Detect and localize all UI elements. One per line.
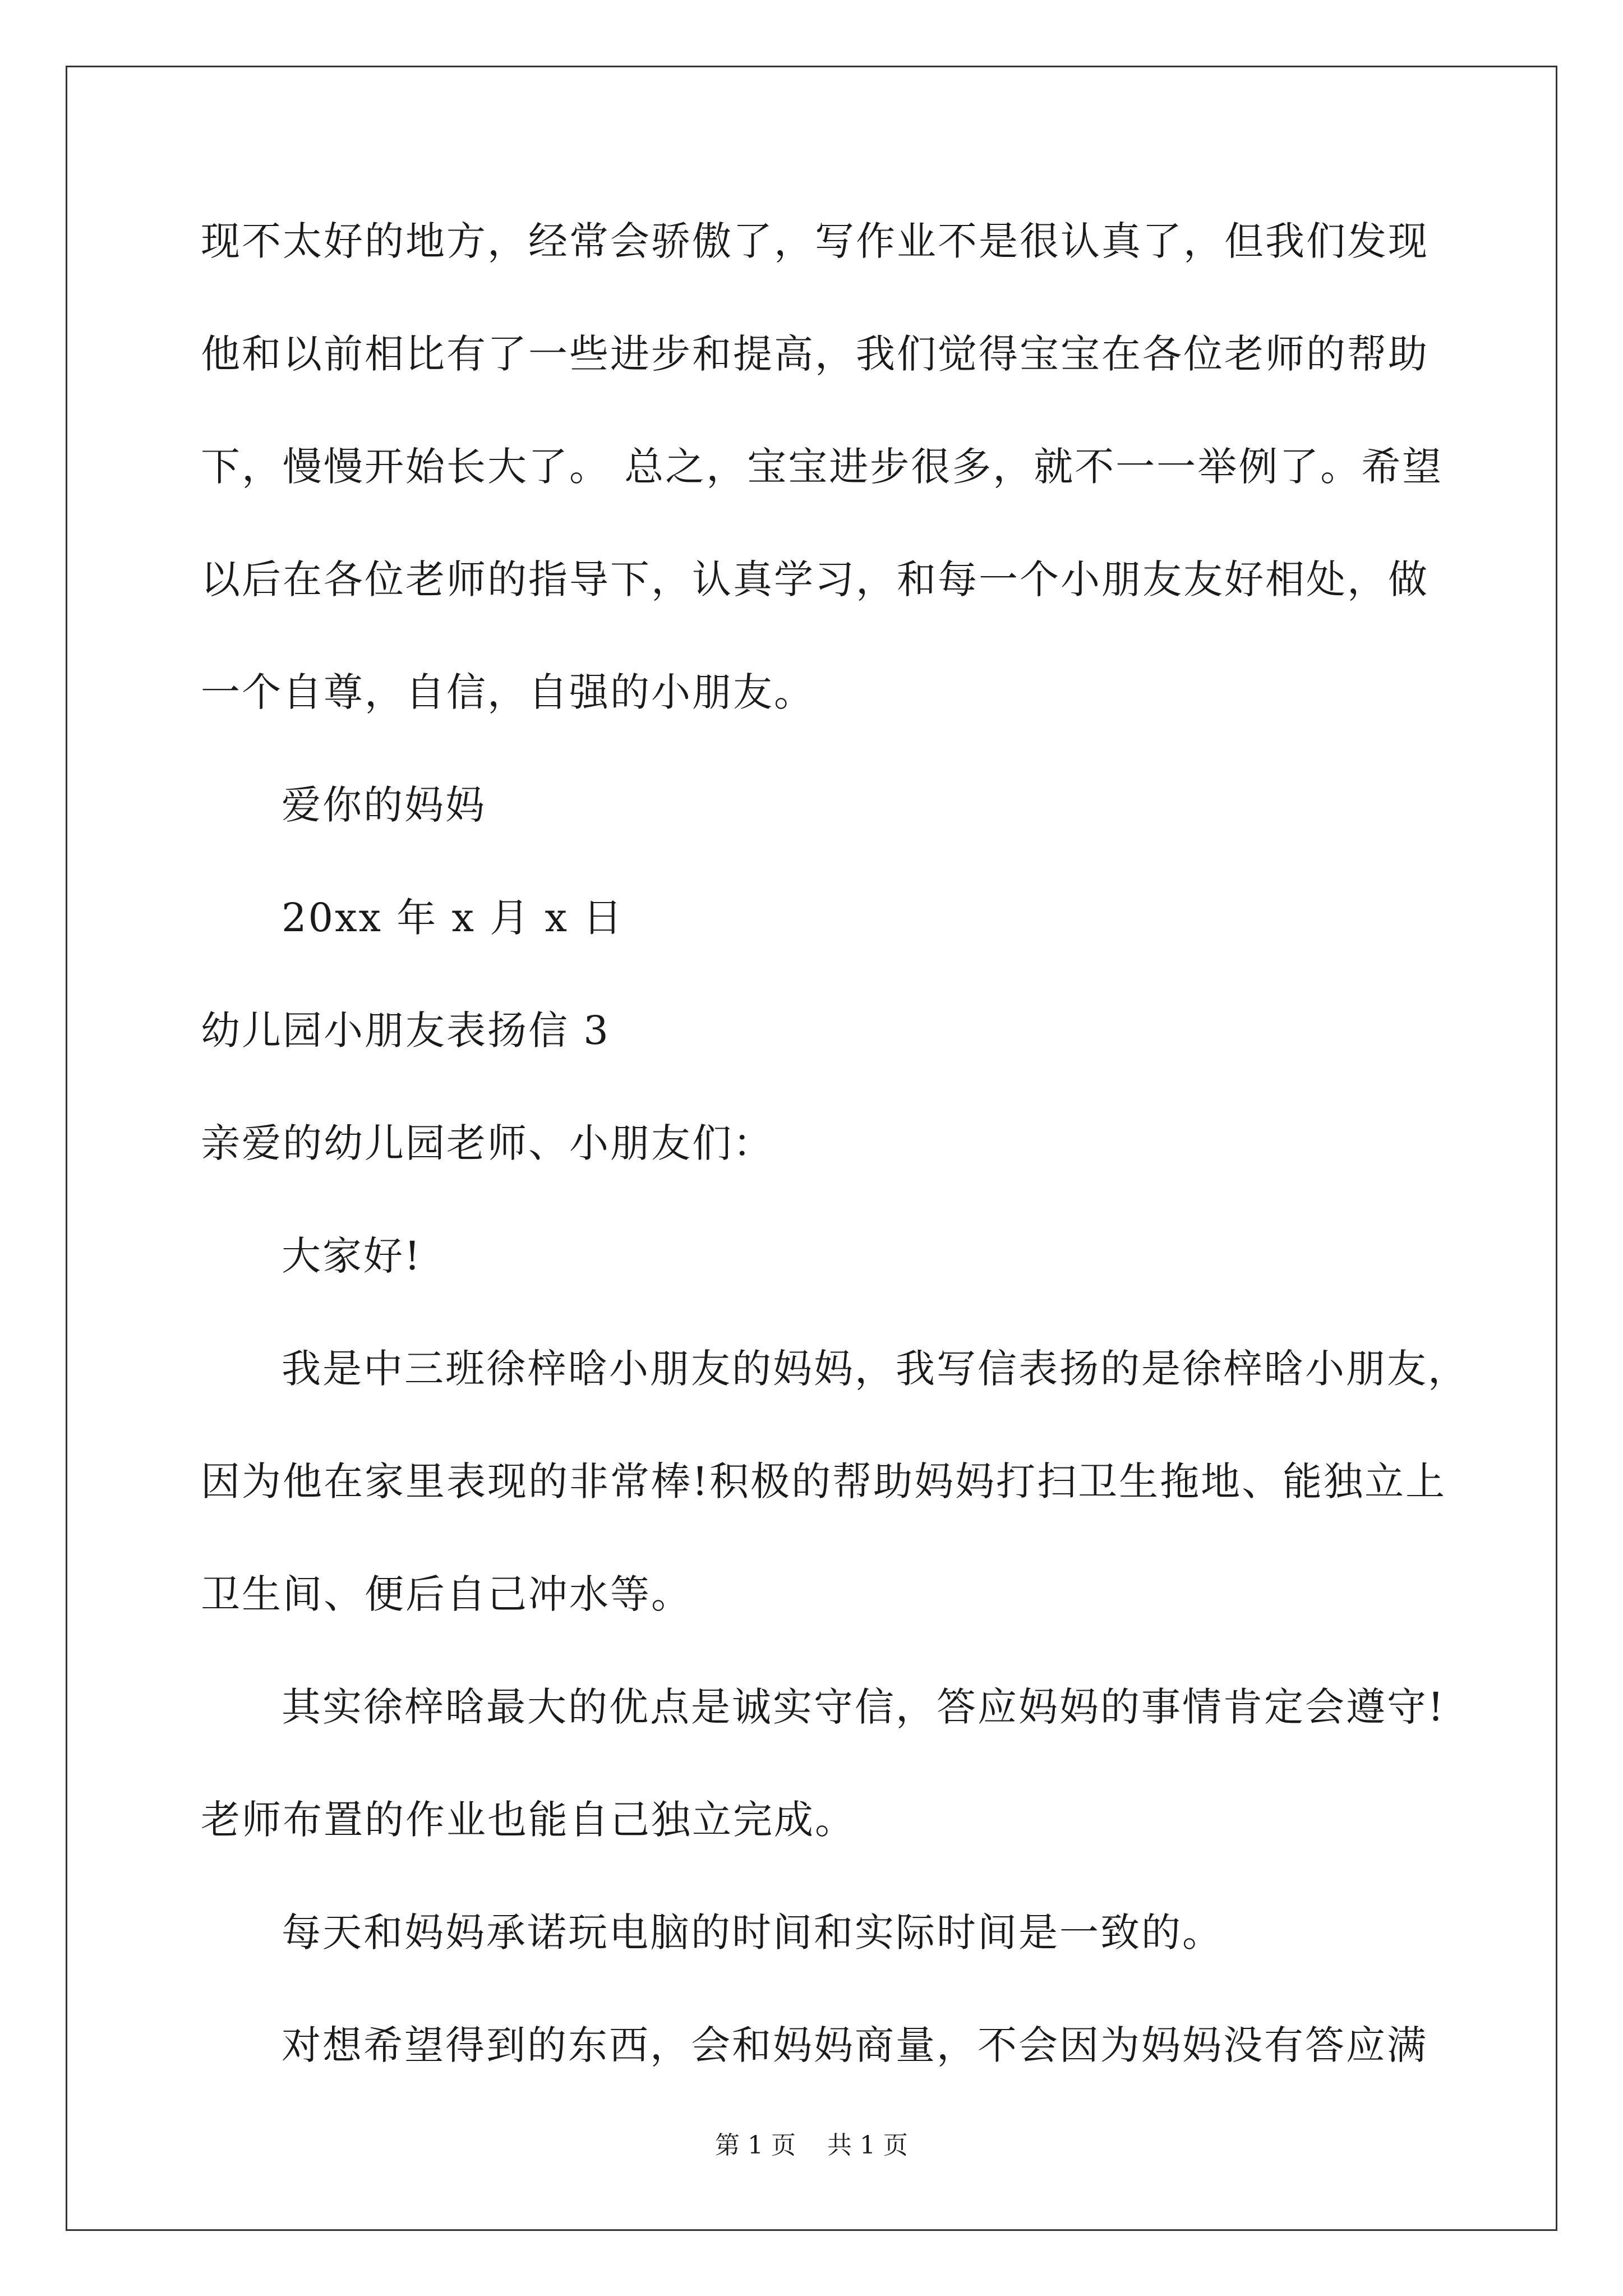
- page-total: 共 1 页: [827, 2131, 908, 2160]
- text-line: 因为他在家里表现的非常棒!积极的帮助妈妈打扫卫生拖地、能独立上: [201, 1458, 1447, 1504]
- text-line: 他和以前相比有了一些进步和提高，我们觉得宝宝在各位老师的帮助: [201, 331, 1429, 377]
- text-line: 以后在各位老师的指导下，认真学习，和每一个小朋友友好相处，做: [201, 556, 1429, 602]
- text-line: 卫生间、便后自己冲水等。: [201, 1571, 692, 1617]
- document-body: [201, 218, 1469, 2138]
- text-line: 现不太好的地方，经常会骄傲了，写作业不是很认真了，但我们发现: [201, 218, 1429, 264]
- text-line: 对想希望得到的东西，会和妈妈商量，不会因为妈妈没有答应满: [282, 2022, 1428, 2068]
- text-line: 每天和妈妈承诺玩电脑的时间和实际时间是一致的。: [282, 1910, 1223, 1955]
- page-footer: [0, 2132, 1623, 2160]
- signature-line: 爱你的妈妈: [282, 782, 486, 828]
- text-line: 一个自尊，自信，自强的小朋友。: [201, 669, 815, 715]
- text-line: 老师布置的作业也能自己独立完成。: [201, 1797, 856, 1843]
- date-line: 20xx 年 x 月 x 日: [282, 895, 624, 941]
- page-number: 第 1 页: [715, 2131, 796, 2160]
- text-line: 其实徐梓晗最大的优点是诚实守信，答应妈妈的事情肯定会遵守!: [282, 1684, 1446, 1730]
- section-title: 幼儿园小朋友表扬信 3: [201, 1007, 610, 1053]
- text-line: 下，慢慢开始长大了。 总之，宝宝进步很多，就不一一举例了。希望: [201, 444, 1444, 490]
- text-line: 我是中三班徐梓晗小朋友的妈妈，我写信表扬的是徐梓晗小朋友，: [282, 1346, 1469, 1392]
- greeting: 大家好!: [282, 1233, 422, 1279]
- salutation: 亲爱的幼儿园老师、小朋友们：: [201, 1120, 774, 1166]
